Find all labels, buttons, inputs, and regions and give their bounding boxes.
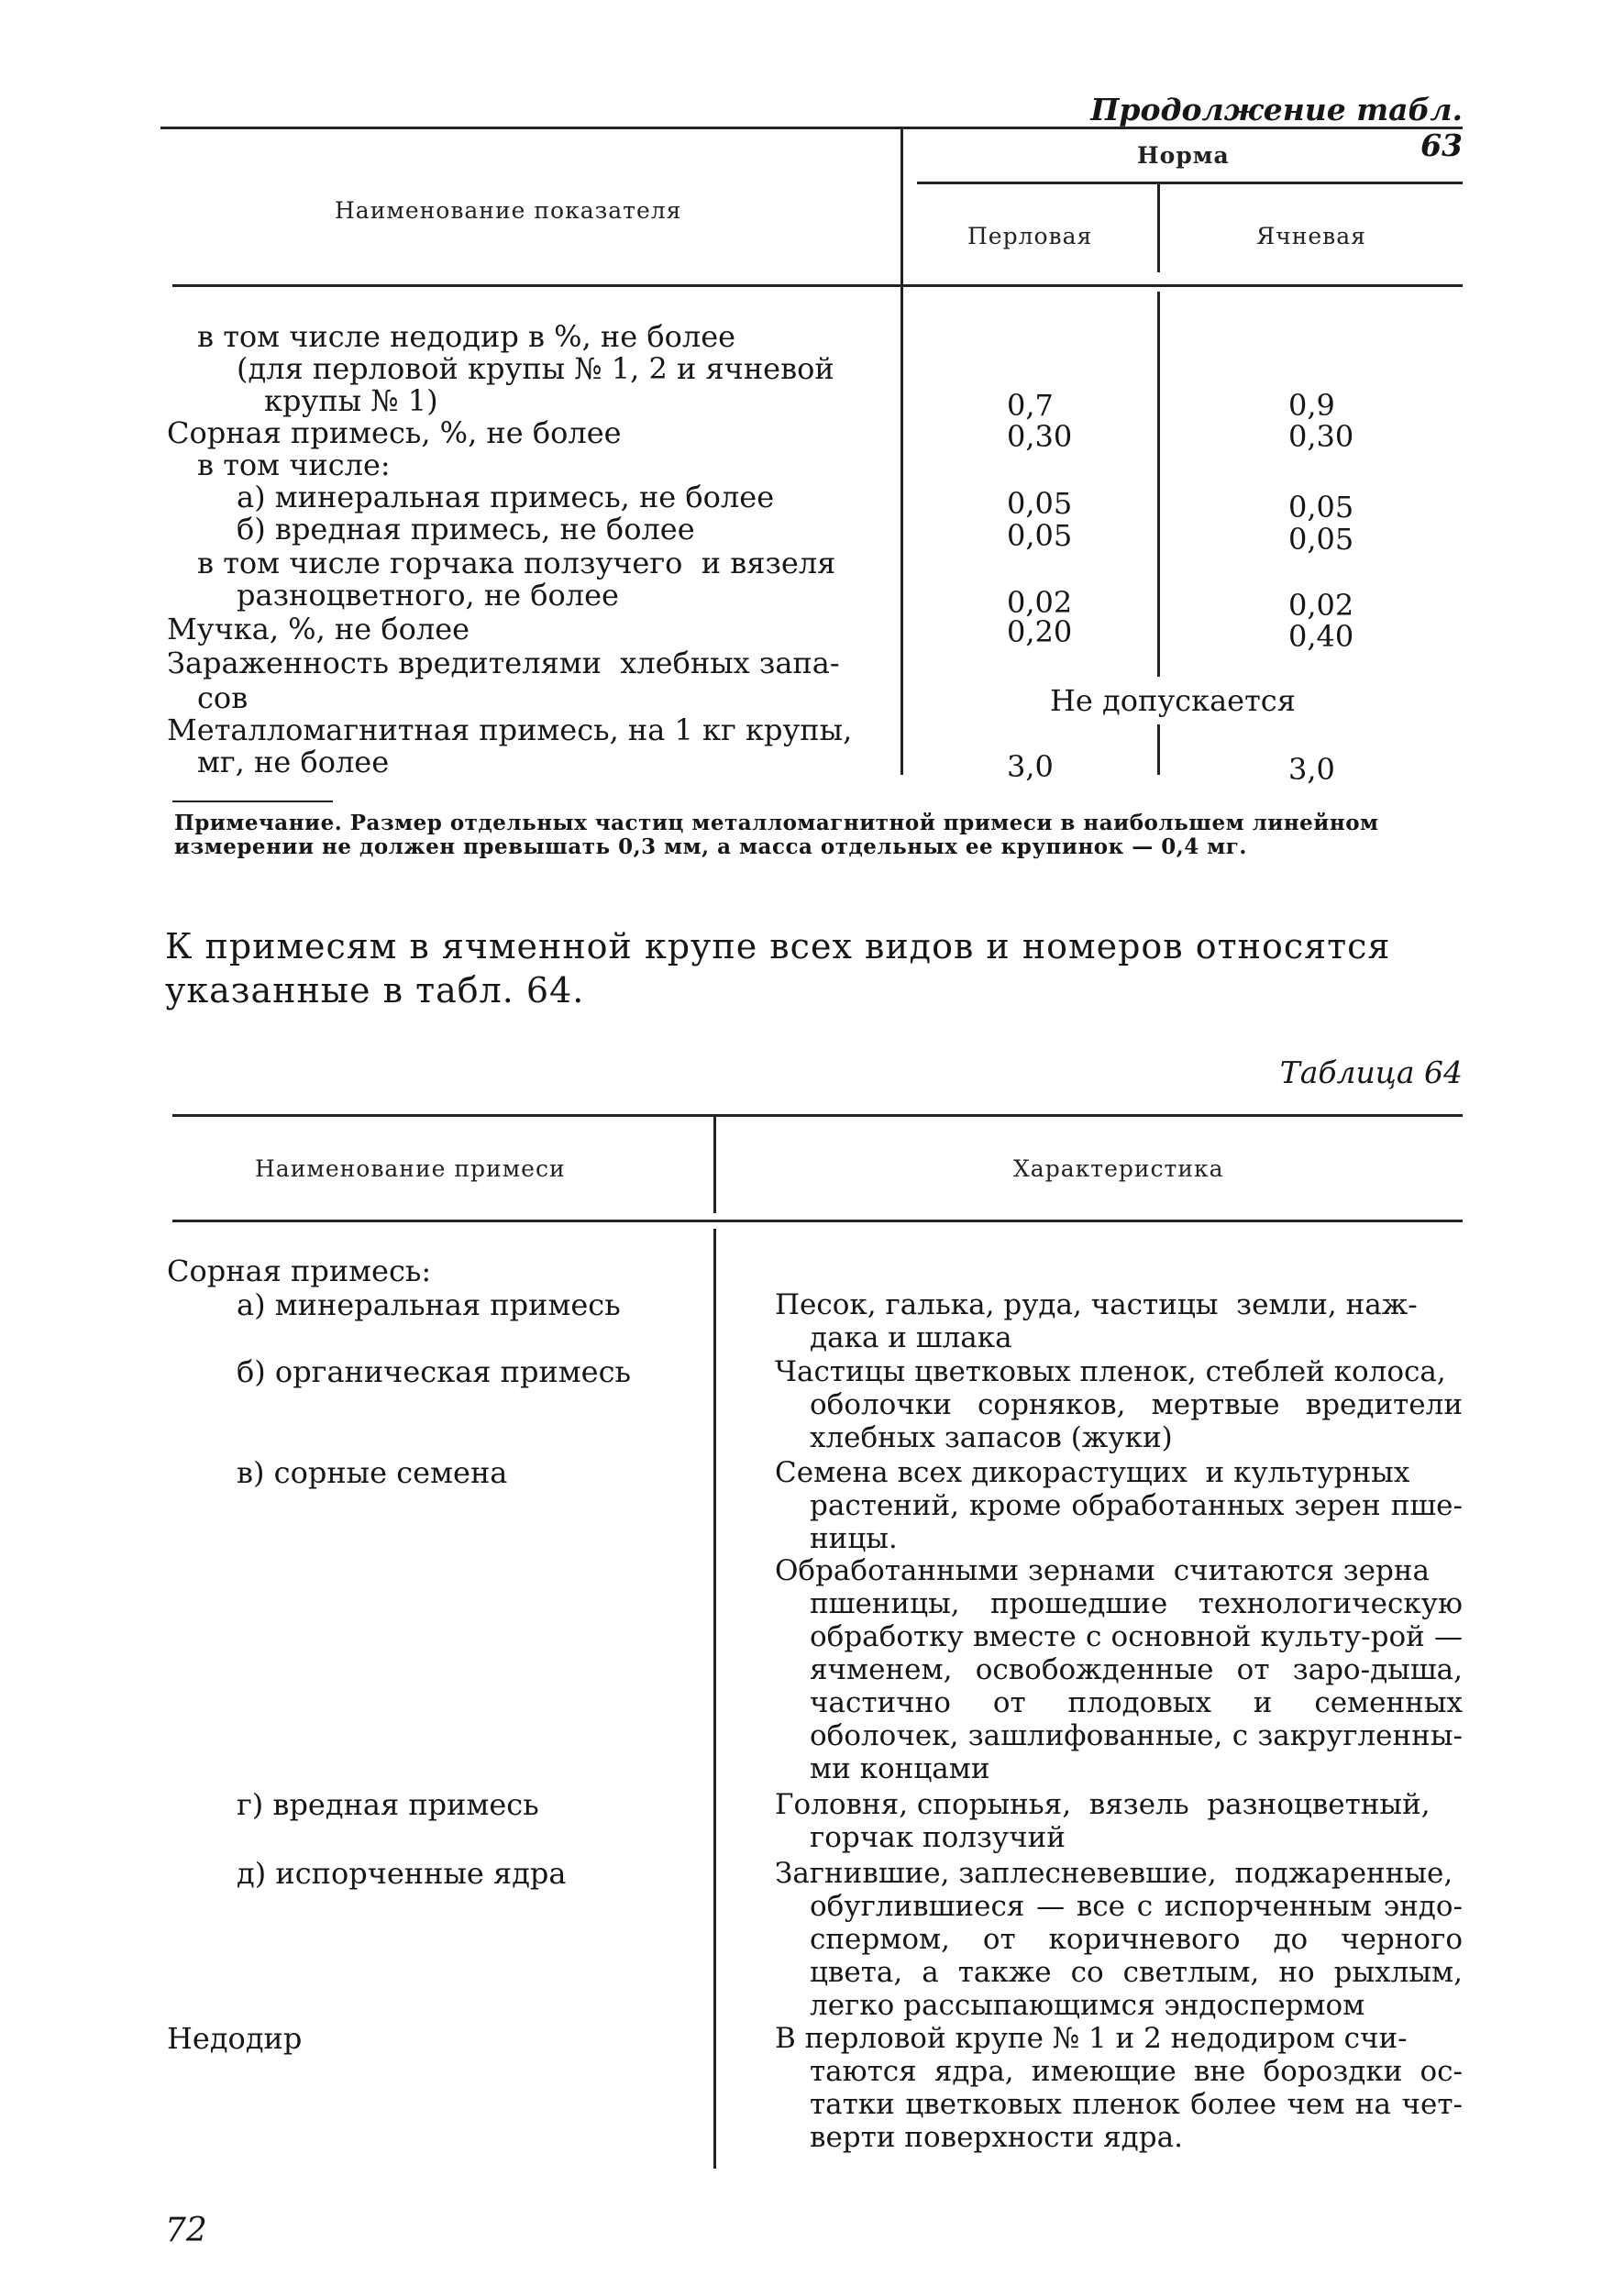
table63-col-divider-2b — [1157, 724, 1160, 775]
table64-desc — [775, 2022, 1463, 2154]
table64-desc-rest: дака и шлака — [810, 1321, 1012, 1354]
table64-desc — [775, 1288, 1463, 1354]
intro-paragraph: К примесям в ячменной крупе всех видов и номеров относятся указанные в табл. 64. — [165, 926, 1391, 1010]
table63-caption: Продолжение табл. 63 — [1090, 92, 1463, 163]
table64-header-rule — [172, 1220, 1463, 1222]
table63-header-col1: Перловая — [967, 223, 1093, 249]
table63-cell-perlovaya: 0,05 — [1007, 518, 1073, 553]
table64-name: г) вредная примесь — [237, 1787, 539, 1822]
table63-row-label: б) вредная примесь, не более — [237, 512, 695, 547]
table63-cell-yachnevaya: 0,30 — [1288, 419, 1354, 454]
table63-row-label: в том числе: — [197, 447, 391, 482]
table63-cell-perlovaya: 0,05 — [1007, 486, 1073, 521]
table64-desc-rest: оболочки сорняков, мертвые вредители хлебных запасов (жуки) — [810, 1388, 1463, 1454]
table64-desc-line: Головня, спорынья, вязель разноцветный, — [775, 1788, 1431, 1821]
table63-row-label: (для перловой крупы № 1, 2 и ячневой — [237, 351, 834, 386]
table63-row-label: в том числе горчака ползучего и вязеля — [197, 546, 836, 580]
table63-top-rule — [160, 127, 1463, 129]
table63-col-divider-1 — [900, 128, 903, 775]
table63-cell-perlovaya: 0,20 — [1007, 614, 1073, 649]
page-number: 72 — [165, 2212, 207, 2249]
table64-desc — [775, 1554, 1463, 1785]
table64-header-divider — [713, 1117, 716, 1213]
table63-cell-yachnevaya: 0,05 — [1288, 522, 1354, 557]
table64-desc-rest: растений, кроме обработанных зерен пше-ницы. — [810, 1489, 1463, 1555]
table63-row-label: Металломагнитная примесь, на 1 кг крупы, — [167, 712, 853, 747]
table63-cell-yachnevaya: 0,02 — [1288, 588, 1354, 623]
table64-name: б) органическая примесь — [237, 1354, 631, 1389]
table63-row-label: разноцветного, не более — [237, 578, 619, 613]
table63-col-divider-2 — [1157, 292, 1160, 677]
table63-row-label: крупы № 1) — [264, 383, 438, 418]
table63-note: Примечание. Размер отдельных частиц металломагнитной примеси в наибольшем линейном измерении не должен превышать 0,3 мм, а масса отдельных ее крупинок — 0,4 мг. — [174, 811, 1379, 859]
note-rule — [172, 801, 333, 802]
table63-row-label: сов — [197, 680, 249, 715]
table63-cell-yachnevaya: 3,0 — [1288, 752, 1335, 787]
table63-row-label: Мучка, %, не более — [167, 612, 470, 646]
table64-desc — [775, 1355, 1463, 1454]
table64-top-rule — [172, 1114, 1463, 1117]
table64-desc-rest: пшеницы, прошедшие технологическую обработку вместе с основной культу-рой — ячменем, освобожденные от заро-дыша, частично от плодовых и семенных оболочек, зашлифованные, с закругленны-ми концами — [810, 1587, 1463, 1785]
table64-desc-line: Загнившие, заплесневевшие, поджаренные, — [775, 1857, 1453, 1890]
table63-cell-perlovaya: 0,7 — [1007, 388, 1054, 423]
table64-desc — [775, 1857, 1463, 2022]
table64-desc — [775, 1456, 1463, 1555]
table64-caption: Таблица 64 — [1279, 1055, 1463, 1090]
table63-row-label: Зараженность вредителями хлебных запа- — [167, 646, 840, 680]
table64-name: в) сорные семена — [237, 1455, 508, 1490]
table63-header-divider-2 — [1157, 183, 1160, 272]
table63-cell-yachnevaya: 0,9 — [1288, 388, 1335, 423]
table63-cell-perlovaya: 0,30 — [1007, 419, 1073, 454]
table63-cell-merged: Не допускается — [1050, 683, 1296, 718]
table64-name: а) минеральная примесь — [237, 1287, 621, 1322]
table64-name: Недодир — [167, 2021, 303, 2056]
table64-desc-rest: обуглившиеся — все с испорченным эндо-спермом, от коричневого до черного цвета, а также со светлым, но рыхлым, легко рассыпающимся эндоспермом — [810, 1890, 1463, 2022]
table64-desc — [775, 1788, 1463, 1854]
table63-header-rule — [172, 284, 1463, 287]
table64-desc-line: Песок, галька, руда, частицы земли, наж- — [775, 1288, 1418, 1321]
table64-desc-line: Семена всех дикорастущих и культурных — [775, 1456, 1410, 1489]
table64-name: д) испорченные ядра — [237, 1856, 567, 1891]
table64-desc-line: Частицы цветковых пленок, стеблей колоса, — [775, 1355, 1446, 1388]
table64-desc-rest: таются ядра, имеющие вне бороздки ос-татки цветковых пленок более чем на чет-верти поверхности ядра. — [810, 2055, 1463, 2154]
table64-col-divider — [713, 1229, 716, 2169]
table63-row-label: мг, не более — [197, 745, 390, 779]
table64-header-name: Наименование примеси — [255, 1155, 566, 1182]
table63-row-label: а) минеральная примесь, не более — [237, 480, 775, 514]
table63-header-norm: Норма — [1137, 142, 1230, 169]
table63-header-name: Наименование показателя — [335, 197, 682, 224]
table63-cell-perlovaya: 3,0 — [1007, 749, 1054, 784]
table64-desc-line: Обработанными зернами считаются зерна — [775, 1554, 1431, 1587]
table63-row-label: Сорная примесь, %, не более — [167, 415, 622, 450]
table63-cell-perlovaya: 0,02 — [1007, 585, 1073, 620]
table63-cell-yachnevaya: 0,40 — [1288, 619, 1354, 654]
table64-desc-rest: горчак ползучий — [810, 1821, 1066, 1854]
table64-header-desc: Характеристика — [1013, 1155, 1224, 1182]
table63-norm-rule — [917, 182, 1463, 184]
table64-group-label: Сорная примесь: — [167, 1253, 432, 1288]
table64-desc-line: В перловой крупе № 1 и 2 недодиром счи- — [775, 2022, 1408, 2055]
table63-header-col2: Ячневая — [1256, 223, 1366, 249]
table63-cell-yachnevaya: 0,05 — [1288, 490, 1354, 525]
table63-row-label: в том числе недодир в %, не более — [197, 319, 736, 354]
